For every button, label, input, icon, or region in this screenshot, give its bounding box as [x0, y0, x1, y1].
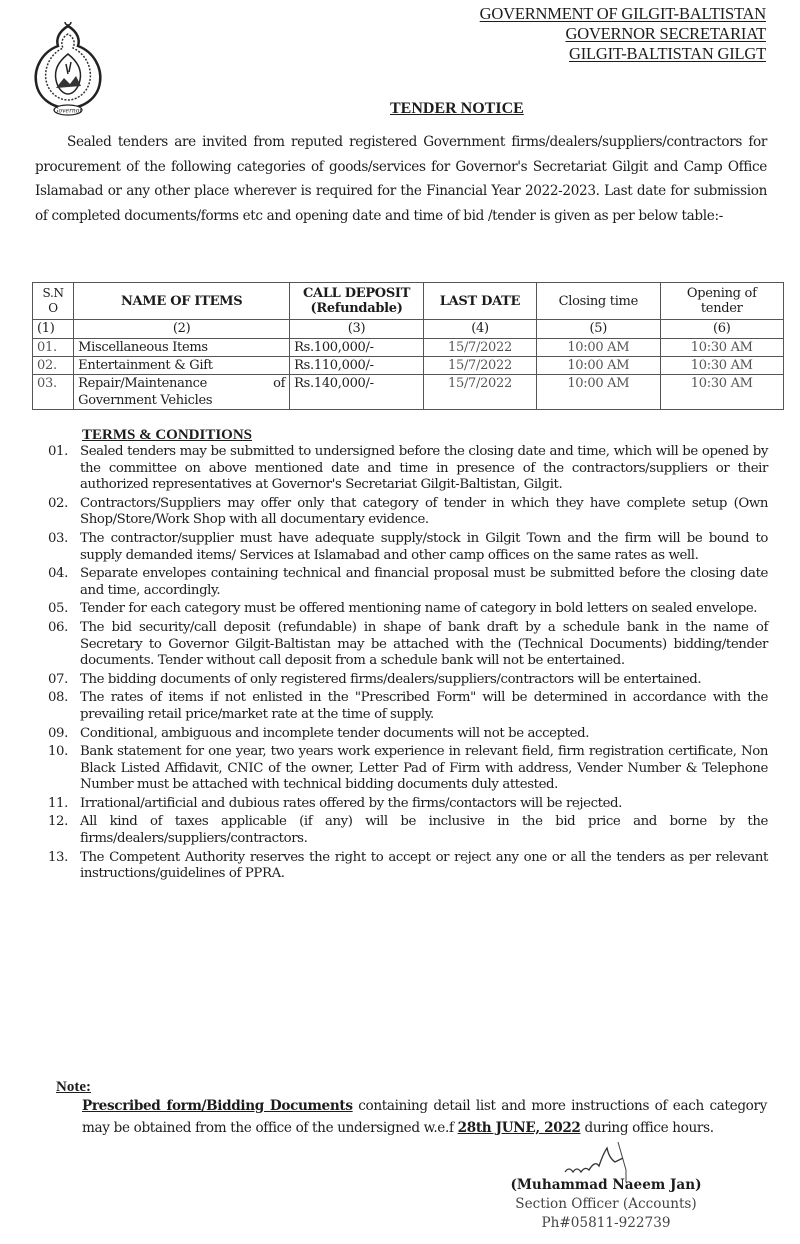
term-text: Irrational/artificial and dubious rates offered by the firms/contactors will be rejected. [80, 795, 622, 811]
col-number: (4) [423, 320, 536, 339]
table-row [33, 357, 784, 375]
term-text: The rates of items if not enlisted in the "Prescribed Form" will be determined in accordance with the prevailing retail price/market rate at the time of supply. [80, 690, 768, 722]
government-header [480, 4, 766, 64]
term-number: 05. [48, 601, 68, 617]
list-item [48, 620, 768, 670]
col-number: (6) [660, 320, 784, 339]
term-number: 12. [48, 814, 68, 830]
terms-title: TERMS & CONDITIONS [82, 427, 253, 443]
term-text: The bid security/call deposit (refundable) in shape of bank draft by a schedule bank in the name of Secretary to Governor Gilgit-Baltistan may be attached with the (Technical Documents) bidding/tender documents. Tender without call deposit from a schedule bank will not be entertained. [80, 619, 768, 669]
term-text: The Competent Authority reserves the right to accept or reject any one or all the tenders as per relevant instructions/guidelines of PPRA. [80, 849, 768, 882]
note-highlight: Prescribed form/Bidding Documents [82, 1098, 353, 1114]
col-header-opening: Opening of tender [660, 283, 784, 320]
list-item [48, 814, 768, 847]
cell-deposit: Rs.100,000/- [290, 339, 424, 357]
list-item [48, 496, 768, 529]
term-text: Separate envelopes containing technical and financial proposal must be submitted before the closing date and time, accordingly. [80, 566, 768, 598]
term-number: 09. [48, 725, 68, 741]
cell-last-date: 15/7/2022 [423, 357, 536, 375]
col-number: (2) [74, 320, 290, 339]
col-header-closing: Closing time [537, 283, 660, 320]
term-text: Conditional, ambiguous and incomplete tender documents will not be accepted. [80, 725, 590, 741]
term-text: Tender for each category must be offered mentioning name of category in bold letters on sealed envelope. [80, 601, 758, 617]
cell-closing-time: 10:00 AM [537, 339, 660, 357]
tender-table [32, 282, 784, 410]
term-text: The bidding documents of only registered firms/dealers/suppliers/contractors will be entertained. [80, 671, 702, 687]
note-body-end: during office hours. [580, 1119, 714, 1136]
intro-paragraph: Sealed tenders are invited from reputed registered Government firms/dealers/suppliers/contractors for procurement of the following categories of goods/services for Governor's Secretariat Gilgit and Camp Office Islamabad or any other place wherever is required for the Financial Year 2022-2023. Last date for submission of completed documents/forms etc and opening date and time of bid /tender is given as per below table:- [35, 134, 767, 224]
cell-item-name: Entertainment & Gift [74, 357, 290, 375]
term-text: Bank statement for one year, two years work experience in relevant field, firm registration certificate, Non Black Listed Affidavit, CNIC of the owner, Letter Pad of Firm with address, Vender Number & Telephone Number must be attached with technical bidding documents duly attested. [80, 744, 768, 793]
cell-closing-time: 10:00 AM [537, 357, 660, 375]
cell-opening-time: 10:30 AM [660, 339, 784, 357]
table-row [33, 375, 784, 410]
term-number: 01. [48, 444, 68, 459]
term-number: 06. [48, 619, 68, 635]
cell-deposit: Rs.110,000/- [290, 357, 424, 375]
emblem-caption: Governor [53, 107, 83, 115]
header-line-1: GOVERNMENT OF GILGIT-BALTISTAN [479, 4, 766, 23]
cell-item-name: Repair/Maintenance of Government Vehicles [74, 375, 290, 410]
cell-sn: 02. [33, 357, 74, 375]
cell-closing-time: 10:00 AM [537, 375, 660, 410]
signatory-phone: Ph#05811-922739 [541, 1215, 671, 1231]
col-number: (5) [537, 320, 660, 339]
term-number: 04. [48, 566, 68, 582]
header-line-3: GILGIT-BALTISTAN GILGT [569, 44, 766, 63]
cell-sn: 01. [33, 339, 74, 357]
notice-title: TENDER NOTICE [390, 100, 524, 117]
list-item [48, 566, 768, 599]
cell-last-date: 15/7/2022 [423, 375, 536, 410]
table-header-row [33, 283, 784, 320]
col-header-name: NAME OF ITEMS [74, 283, 290, 320]
terms-list [48, 444, 768, 885]
cell-deposit: Rs.140,000/- [290, 375, 424, 410]
note-label: Note: [56, 1079, 91, 1095]
term-number: 10. [48, 744, 68, 760]
col-header-last-date: LAST DATE [423, 283, 536, 320]
cell-item-name: Miscellaneous Items [74, 339, 290, 357]
table-row [33, 339, 784, 357]
term-number: 02. [48, 495, 68, 511]
term-number: 08. [48, 690, 68, 706]
list-item [48, 601, 768, 618]
signatory-block [486, 1176, 726, 1233]
note-date: 28th JUNE, 2022 [457, 1119, 581, 1136]
list-item [48, 531, 768, 564]
term-text: The contractor/supplier must have adequate supply/stock in Gilgit Town and the firm will be bound to supply demanded items/ Services at Islamabad and other camp offices on the same rates as well. [80, 530, 768, 563]
col-number: (1) [33, 320, 74, 339]
list-item [48, 744, 768, 794]
governor-emblem-icon [28, 18, 108, 118]
cell-opening-time: 10:30 AM [660, 375, 784, 410]
list-item [48, 796, 768, 813]
col-number: (3) [290, 320, 424, 339]
column-number-row [33, 320, 784, 339]
col-header-deposit: CALL DEPOSIT (Refundable) [290, 283, 424, 320]
header-line-2: GOVERNOR SECRETARIAT [565, 24, 766, 43]
cell-sn: 03. [33, 375, 74, 410]
term-text: Contractors/Suppliers may offer only that category of tender in which they have complete setup (Own Shop/Store/Work Shop with all documentary evidence. [80, 495, 768, 528]
cell-last-date: 15/7/2022 [423, 339, 536, 357]
list-item [48, 672, 768, 689]
list-item [48, 850, 768, 883]
term-text: All kind of taxes applicable (if any) will be inclusive in the bid price and borne by the firms/dealers/suppliers/contractors. [80, 814, 768, 847]
note-text [82, 1096, 767, 1139]
list-item [48, 690, 768, 723]
cell-opening-time: 10:30 AM [660, 357, 784, 375]
note-body: containing detail list and more instructions of each category may be obtained from the office of the undersigned w.e.f [82, 1098, 767, 1136]
signatory-name: (Muhammad Naeem Jan) [510, 1177, 702, 1193]
term-text: Sealed tenders may be submitted to undersigned before the closing date and time, which will be opened by the committee on above mentioned date and time in presence of the contractors/suppliers or their authorized representatives at Governor's Secretariat Gilgit-Baltistan, Gilgit. [80, 444, 768, 493]
signatory-designation: Section Officer (Accounts) [515, 1196, 697, 1212]
list-item [48, 444, 768, 494]
list-item [48, 726, 768, 743]
term-number: 07. [48, 671, 68, 687]
term-number: 11. [48, 795, 68, 811]
term-number: 03. [48, 530, 68, 546]
term-number: 13. [48, 849, 68, 865]
col-header-sn: S.N O [33, 283, 74, 320]
